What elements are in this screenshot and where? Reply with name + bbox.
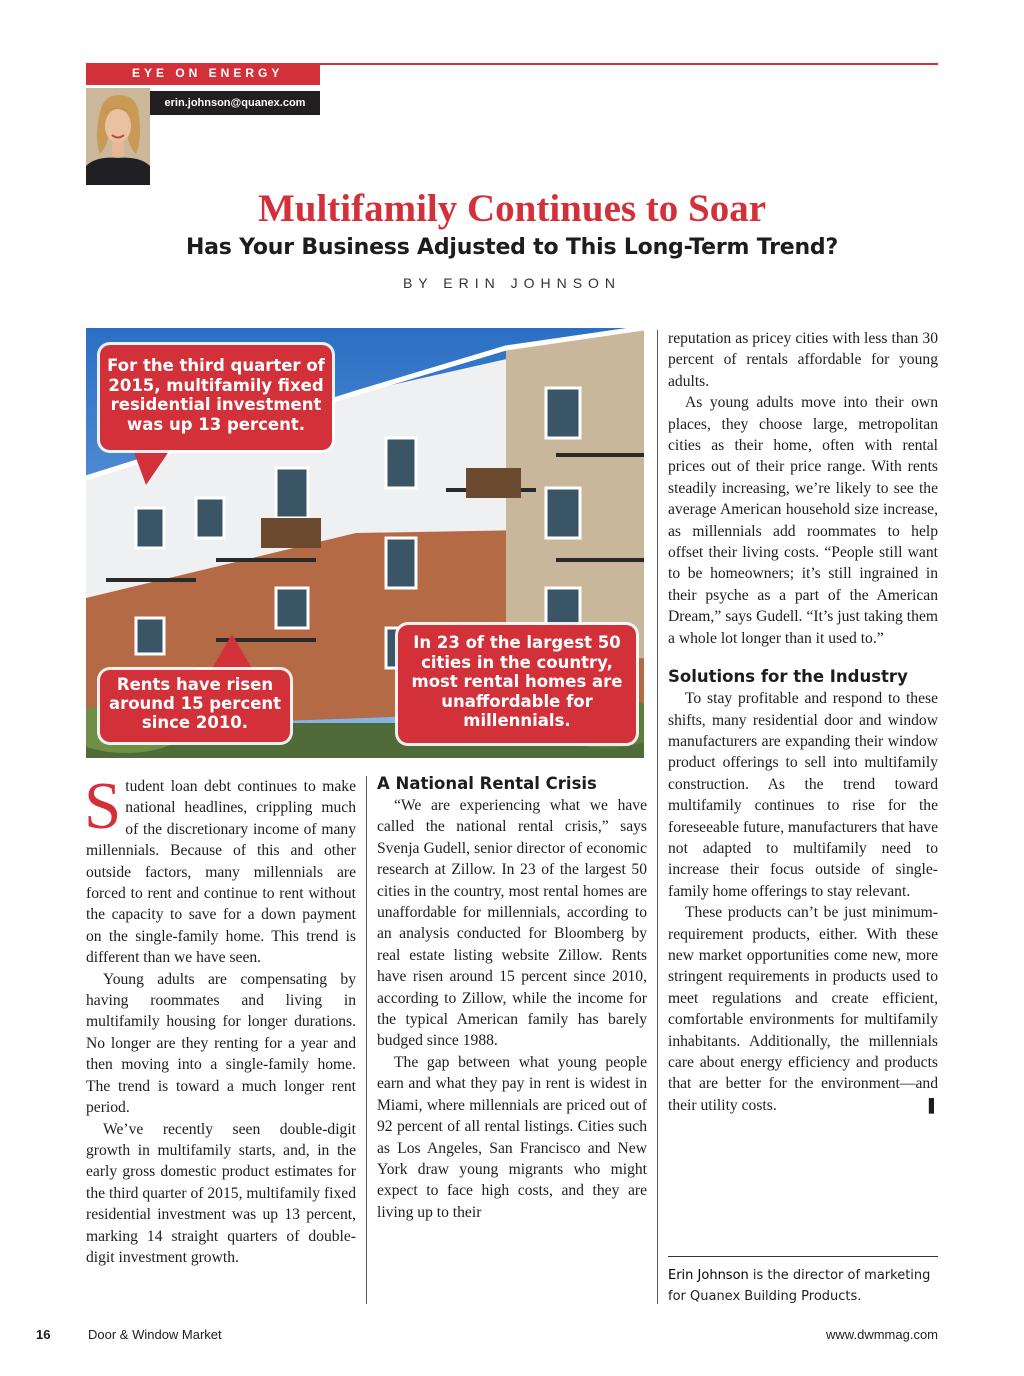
paragraph-intro-text: tudent loan debt continues to make national headlines, crippling much of the discretionary income of many millennials. Because of this and other outside factors, many millennials are forced to rent and continue to rent without the capacity to save for a down payment on the single-family home. This trend is different than we have seen. bbox=[86, 778, 356, 967]
publication-name: Door & Window Market bbox=[88, 1327, 222, 1342]
callout-2-pointer bbox=[210, 634, 254, 672]
paragraph-products-text: These products can’t be just minimum-requirement products, either. With these new market opportunities come new, more stringent requirements in products used to meet regulations and create efficient, comfortable environments for multifamily inhabitants. Additionally, the millennials care about energy efficiency and products that are better for the environment—and their utility costs. bbox=[668, 904, 938, 1114]
author-portrait-image bbox=[86, 88, 150, 185]
callout-rents: Rents have risen around 15 percent since 2010. bbox=[100, 670, 290, 742]
author-bio bbox=[668, 1265, 940, 1307]
bio-name: Erin Johnson bbox=[668, 1268, 749, 1283]
paragraph-intro bbox=[84, 769, 356, 969]
paragraph-roommates: Young adults are compensating by having roommates and living in multifamily housing for longer durations. No longer are they renting for a year and then moving into a single-family home. The trend is toward a much longer rent period. bbox=[86, 970, 356, 1117]
header-rule bbox=[320, 63, 938, 65]
column-divider-1 bbox=[366, 776, 367, 1304]
callout-cities: In 23 of the largest 50 cities in the country, most rental homes are unaffordable for millennials. bbox=[398, 625, 636, 743]
article-title: Multifamily Continues to Soar bbox=[257, 187, 767, 230]
column-b bbox=[377, 773, 647, 1223]
heading-solutions: Solutions for the Industry bbox=[668, 667, 908, 687]
bio-text: is the director of marketing for Quanex Building Products. bbox=[668, 1268, 931, 1304]
heading-rental-crisis: A National Rental Crisis bbox=[377, 774, 597, 793]
paragraph-gap: The gap between what young people earn and what they pay in rent is widest in Miami, where millennials are priced out of 92 percent of all rental listings. Cities such as Los Angeles, San Francisco and New York draw young migrants who might expect to face high costs, and they are living up to their bbox=[377, 1053, 647, 1221]
drop-cap: S bbox=[84, 769, 122, 843]
end-mark: ❚ bbox=[924, 1095, 938, 1114]
bio-rule bbox=[668, 1256, 938, 1257]
article-byline: BY ERIN JOHNSON bbox=[402, 275, 622, 291]
page-number: 16 bbox=[36, 1327, 51, 1342]
paragraph-reputation: reputation as pricey cities with less than 30 percent of rentals affordable for young adults. bbox=[668, 330, 938, 390]
column-divider-2 bbox=[657, 330, 658, 1304]
paragraph-products bbox=[668, 902, 938, 1116]
column-a bbox=[84, 769, 356, 1268]
author-email[interactable]: erin.johnson@quanex.com bbox=[150, 91, 320, 115]
paragraph-profitable: To stay profitable and respond to these shifts, many residential door and window manufacturers are expanding their window product offerings to sell into multifamily construction. As the trend toward multifamily continues to rise for the foreseeable future, manufacturers that have not adapted to multifamily need to increase their focus outside of single-family home offerings to stay relevant. bbox=[668, 690, 938, 900]
column-label: EYE ON ENERGY bbox=[132, 66, 284, 80]
article-subtitle: Has Your Business Adjusted to This Long-Term Trend? bbox=[185, 235, 839, 260]
paragraph-metropolitan: As young adults move into their own places, they choose large, metropolitan cities as their home, often with rental prices out of their price range. With rents steadily increasing, we’re likely to see the average American household size increase, as millennials add roommates to help offset their living costs. “People still want to be homeowners; it’s still ingrained in their psyche as a part of the American Dream,” says Gudell. “It’s just taking them a whole lot longer than it used to.” bbox=[668, 394, 938, 647]
author-portrait bbox=[86, 88, 150, 185]
paragraph-crisis: “We are experiencing what we have called the national rental crisis,” says Svenja Gudell, senior director of economic research at Zillow. In 23 of the largest 50 cities in the country, most rental homes are unaffordable for millennials, according to an analysis conducted for Bloomberg by real estate listing website Zillow. Rents have risen around 15 percent since 2010, according to Zillow, while the income for the typical American family has barely budged since 1988. bbox=[377, 797, 647, 1050]
paragraph-growth: We’ve recently seen double-digit growth in multifamily starts, and, in the early gross domestic product estimates for the third quarter of 2015, multifamily fixed residential investment was up 13 percent, marking 14 straight quarters of double-digit investment growth. bbox=[86, 1120, 356, 1266]
callout-investment: For the third quarter of 2015, multifamily fixed residential investment was up 13 percent. bbox=[100, 345, 332, 450]
publication-url[interactable]: www.dwmmag.com bbox=[826, 1327, 938, 1342]
column-c bbox=[668, 328, 938, 1116]
callout-1-pointer bbox=[132, 447, 172, 485]
